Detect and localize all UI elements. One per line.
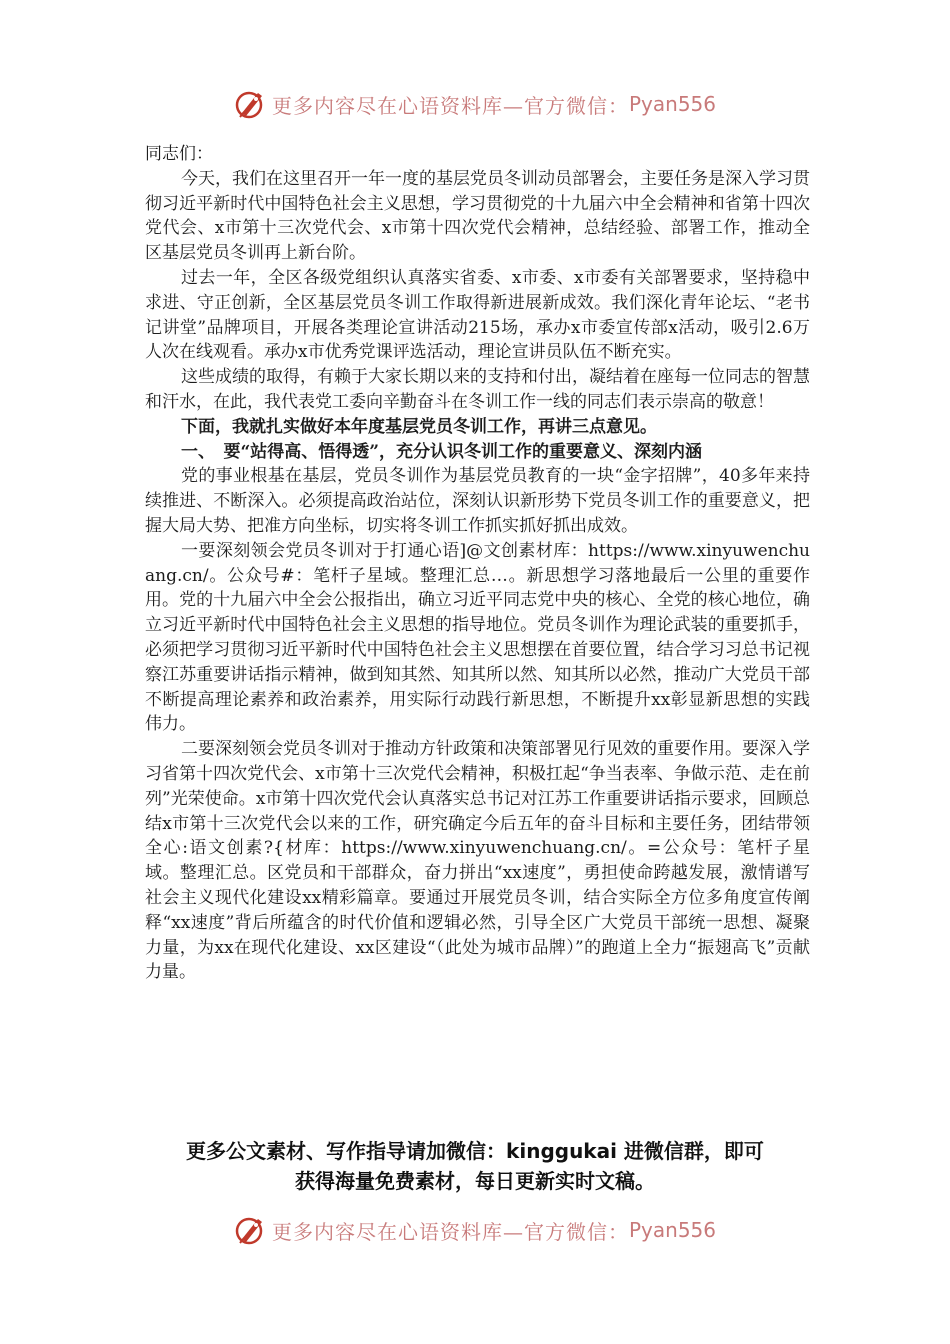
promo-footer [0, 1136, 950, 1196]
pen-nib-logo-icon [234, 1213, 268, 1247]
banner-text: 更多内容尽在心语资料库—官方微信： [271, 93, 629, 118]
greeting: 同志们： [145, 144, 213, 164]
pen-nib-logo-icon [234, 87, 268, 121]
banner-text: 更多内容尽在心语资料库—官方微信： [271, 1219, 629, 1244]
paragraph: 这些成绩的取得，有赖于大家长期以来的支持和付出，凝结着在座每一位同志的智慧和汗水，在此，我代表党工委向辛勤奋斗在冬训工作一线的同志们表示崇高的敬意！ [145, 367, 810, 412]
promo-line-2: 获得海量免费素材，每日更新实时文稿。 [295, 1169, 655, 1193]
paragraph: 一要深刻领会党员冬训对于打通心语]@文创素材库：https://www.xinyuwenchuang.cn/。公众号#：笔杆子星域。整理汇总…。新思想学习落地最后一公里的重要作用。党的十九届六中全会公报指出，确立习近平同志党中央的核心、全党的核心地位，确立习近平新时代中国特色社会主义思想的指导地位。党员冬训作为理论武装的重要抓手，必须把学习贯彻习近平新时代中国特色社会主义思想摆在首要位置，结合学习习总书记视察江苏重要讲话指示精神，做到知其然、知其所以然、知其所以必然，推动广大党员干部不断提高理论素养和政治素养，用实际行动践行新思想，不断提升xx彰显新思想的实践伟力。 [145, 540, 810, 735]
paragraph: 二要深刻领会党员冬训对于推动方针政策和决策部署见行见效的重要作用。要深入学习省第十四次党代会、x市第十三次党代会精神，积极扛起“争当表率、争做示范、走在前列”光荣使命。x市第十四次党代会认真落实总书记对江苏工作重要讲话指示要求，回顾总结x市第十三次党代会以来的工作，研究确定今后五年的奋斗目标和主要任务，团结带领全心:语文创素?{材库：https://www.xinyuwenchuang.cn/。=公众号：笔杆子星域。整理汇总。区党员和干部群众，奋力拼出“xx速度”，勇担使命跨越发展，激情谱写社会主义现代化建设xx精彩篇章。要通过开展党员冬训，结合实际全方位多角度宣传阐释“xx速度”背后所蕴含的时代价值和逻辑必然，引导全区广大党员干部统一思想、凝聚力量，为xx在现代化建设、xx区建设“（此处为城市品牌）”的跑道上全力“振翅高飞”贡献力量。 [145, 739, 810, 983]
header-watermark-banner [0, 84, 950, 124]
document-body [145, 142, 810, 985]
promo-line-1: 更多公文素材、写作指导请加微信：kinggukai 进微信群，即可 [186, 1139, 764, 1163]
paragraph: 党的事业根基在基层，党员冬训作为基层党员教育的一块“金字招牌”，40多年来持续推进、不断深入。必须提高政治站位，深刻认识新形势下党员冬训工作的重要意义，把握大局大势、把准方向坐标，切实将冬训工作抓实抓好抓出成效。 [145, 466, 810, 536]
banner-wechat-id: Pyan556 [628, 92, 716, 116]
banner-wechat-id: Pyan556 [628, 1218, 716, 1242]
paragraph: 过去一年，全区各级党组织认真落实省委、x市委、x市委有关部署要求，坚持稳中求进、守正创新，全区基层党员冬训工作取得新进展新成效。我们深化青年论坛、“老书记讲堂”品牌项目，开展各类理论宣讲活动215场，承办x市委宣传部x活动，吸引2.6万人次在线观看。承办x市优秀党课评选活动，理论宣讲员队伍不断充实。 [145, 267, 810, 363]
footer-watermark-banner [0, 1210, 950, 1250]
paragraph: 今天，我们在这里召开一年一度的基层党员冬训动员部署会，主要任务是深入学习贯彻习近平新时代中国特色社会主义思想，学习贯彻党的十九届六中全会精神和省第十四次党代会、x市第十三次党代会、x市第十四次党代会精神，总结经验、部署工作，推动全区基层党员冬训再上新台阶。 [145, 168, 810, 264]
section-intro: 下面，我就扎实做好本年度基层党员冬训工作，再讲三点意见。 [181, 416, 657, 437]
section-heading: 一、 要“站得高、悟得透”，充分认识冬训工作的重要意义、深刻内涵 [181, 441, 703, 462]
